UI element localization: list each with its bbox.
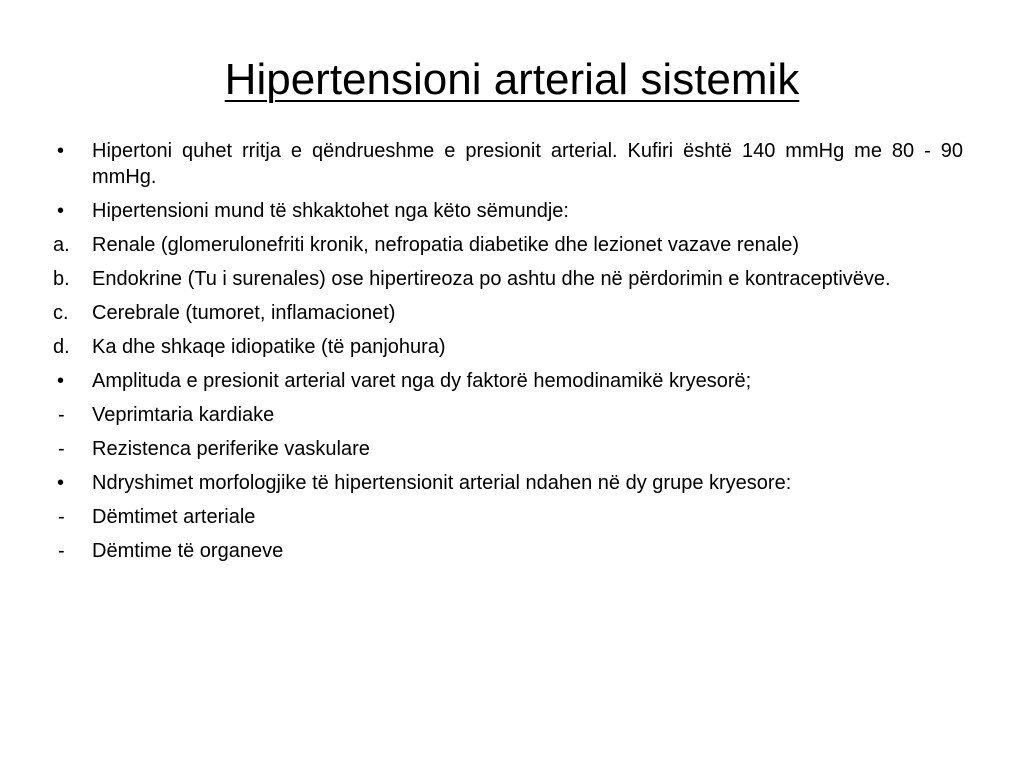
list-item-text: Amplituda e presionit arterial varet nga dy faktorë hemodinamikë kryesorë; (92, 370, 752, 392)
letter-marker: c. (53, 302, 69, 324)
dash-marker: - (58, 438, 65, 460)
dash-marker: - (58, 404, 65, 426)
list-item-text: Hipertensioni mund të shkaktohet nga këto sëmundje: (92, 200, 569, 222)
list-item-text: Cerebrale (tumoret, inflamacionet) (92, 302, 396, 324)
list-item (50, 300, 963, 326)
list-item-text: Rezistenca periferike vaskulare (92, 438, 370, 460)
dash-marker: - (58, 506, 65, 528)
list-item (50, 232, 963, 258)
list-item (50, 334, 963, 360)
list-item-text: Endokrine (Tu i surenales) ose hipertireoza po ashtu dhe në përdorimin e kontraceptivëve. (92, 268, 891, 290)
list-item-text: Hipertoni quhet rritja e qëndrueshme e presionit arterial. Kufiri është 140 mmHg me 80 - 90 mmHg. (92, 140, 963, 188)
list-item (50, 138, 963, 190)
dash-marker: - (58, 540, 65, 562)
list-item (50, 402, 963, 428)
slide-title: Hipertensioni arterial sistemik (224, 55, 800, 104)
list-item-text: Dëmtime të organeve (92, 540, 284, 562)
bullet-marker: • (57, 370, 65, 392)
list-item-text: Veprimtaria kardiake (92, 404, 275, 426)
letter-marker: b. (53, 268, 70, 290)
list-item (50, 266, 963, 292)
letter-marker: a. (53, 234, 70, 256)
list-item (50, 504, 963, 530)
content-list (50, 138, 963, 572)
bullet-marker: • (57, 200, 65, 222)
bullet-marker: • (57, 140, 65, 162)
list-item-text: Ka dhe shkaqe idiopatike (të panjohura) (92, 336, 446, 358)
list-item-text: Ndryshimet morfologjike të hipertensionit arterial ndahen në dy grupe kryesore: (92, 472, 792, 494)
list-item (50, 436, 963, 462)
bullet-marker: • (57, 472, 65, 494)
letter-marker: d. (53, 336, 70, 358)
list-item (50, 368, 963, 394)
list-item (50, 538, 963, 564)
list-item-text: Dëmtimet arteriale (92, 506, 256, 528)
list-item (50, 470, 963, 496)
list-item (50, 198, 963, 224)
list-item-text: Renale (glomerulonefriti kronik, nefropatia diabetike dhe lezionet vazave renale) (92, 234, 800, 256)
